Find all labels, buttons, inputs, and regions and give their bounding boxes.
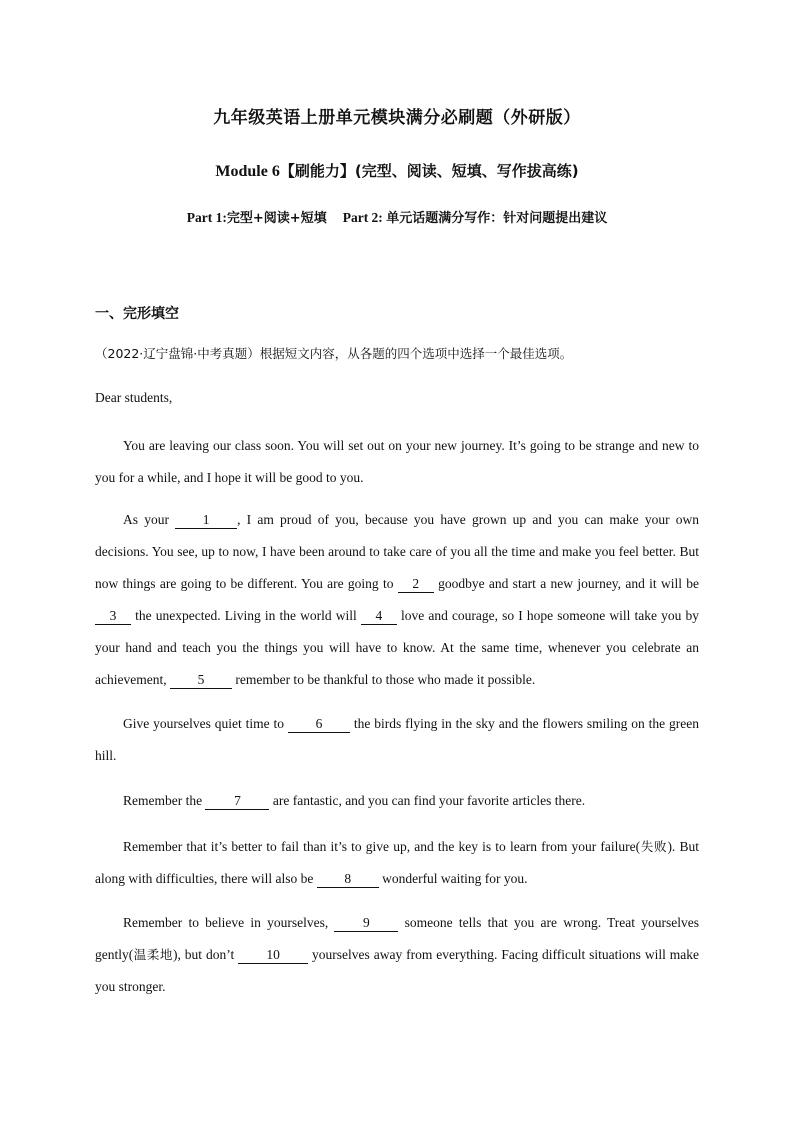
module-tag: 【刷能力】 — [279, 162, 355, 180]
letter-salutation: Dear students, — [95, 390, 173, 405]
part2-text: 单元话题满分写作：针对问题提出建议 — [386, 211, 608, 226]
blank-2: 2 — [398, 576, 434, 593]
paragraph-5: Remember that it’s better to fail than it’s to give up, and the key is to learn from your failure(失败). But along with difficulties, there will also be 8 wonderful waiting for you. — [95, 839, 699, 886]
blank-8: 8 — [317, 871, 379, 888]
part1-text: 完型+阅读+短填 — [226, 211, 327, 226]
blank-10: 10 — [238, 947, 308, 964]
blank-9: 9 — [334, 915, 398, 932]
part1-label: Part 1: — [186, 210, 227, 225]
part2-label: Part 2: — [342, 210, 383, 225]
blank-4: 4 — [361, 608, 397, 625]
blank-1: 1 — [175, 512, 237, 529]
paragraph-2: As your 1 , I am proud of you, because you have grown up and you can make your own decisions. You see, up to now, I have been around to take care of you all the time and make you feel better. But now things are going to be different. You are going to 2 goodbye and start a new journey, and it will be 3 the unexpected. Living in the world will 4 love and courage, so I hope someone will take you by your hand and teach you the things you will have to know. At the same time, whenever you celebrate an achievement, 5 remember to be thankful to those who made it possible. — [95, 512, 700, 687]
blank-6: 6 — [288, 716, 350, 733]
blank-3: 3 — [95, 608, 131, 625]
module-description: (完型、阅读、短填、写作拔高练) — [354, 162, 579, 180]
module-subtitle — [0, 160, 794, 181]
paragraph-6: Remember to believe in yourselves, 9 someone tells that you are wrong. Treat yourselves gently(温柔地), but don’t 10 yourselves away from everything. Facing difficult situations will make you stronger. — [95, 915, 699, 994]
paragraph-1: You are leaving our class soon. You will set out on your new journey. It’s going to be strange and new to you for a while, and I hope it will be good to you. — [95, 438, 699, 485]
parts-line — [0, 207, 794, 226]
paragraph-4: Remember the 7 are fantastic, and you can find your favorite articles there. — [123, 793, 586, 808]
page-title: 九年级英语上册单元模块满分必刷题（外研版） — [213, 108, 581, 128]
blank-5: 5 — [170, 672, 232, 689]
section-instructions: （2022·辽宁盘锦·中考真题）根据短文内容，从各题的四个选项中选择一个最佳选项。 — [95, 346, 573, 361]
section-heading: 一、完形填空 — [95, 306, 179, 322]
paragraph-3: Give yourselves quiet time to 6 the birds flying in the sky and the flowers smiling on the green hill. — [95, 716, 700, 763]
blank-7: 7 — [205, 793, 269, 810]
module-label: Module 6 — [215, 163, 280, 180]
